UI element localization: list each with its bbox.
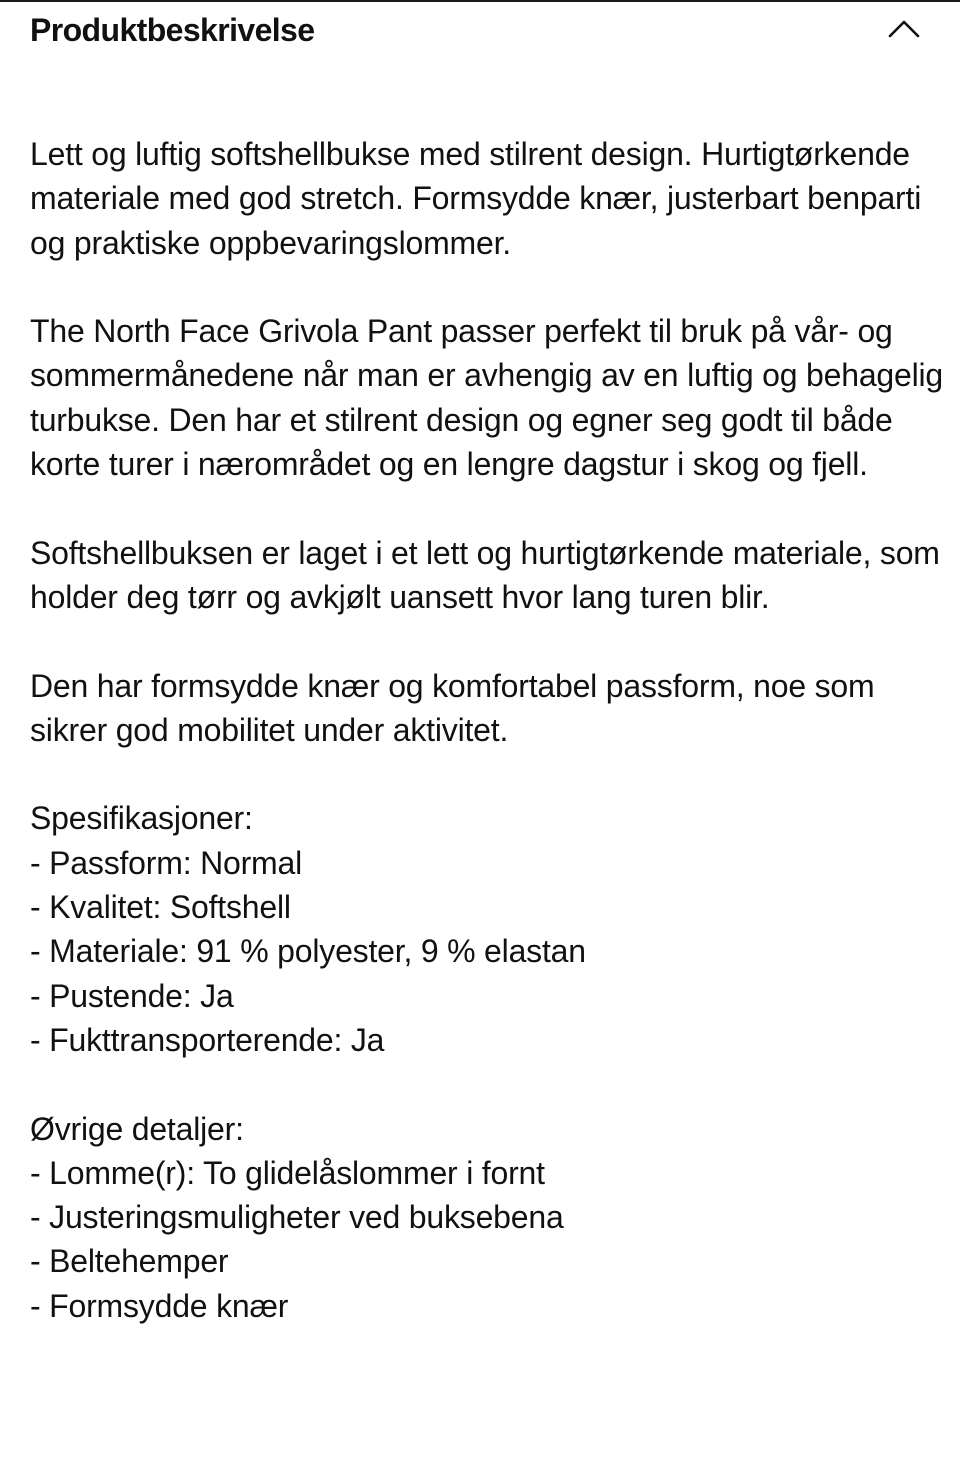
specifications-list [30, 796, 952, 1062]
spec-item: - Materiale: 91 % polyester, 9 % elastan [30, 933, 586, 970]
product-description-accordion-header[interactable] [0, 2, 960, 62]
chevron-up-icon[interactable] [884, 12, 924, 44]
description-paragraph: Softshellbuksen er laget i et lett og hurtigtørkende materiale, som holder deg tørr og avkjølt uansett hvor lang turen blir. [30, 534, 940, 615]
spec-item: - Pustende: Ja [30, 977, 234, 1014]
description-paragraph: The North Face Grivola Pant passer perfekt til bruk på vår- og sommermånedene når man er avhengig av en luftig og behagelig turbukse. Den har et stilrent design og egner seg godt til både korte turer i nærområdet og en lengre dagstur i skog og fjell. [30, 313, 944, 483]
spec-item: - Passform: Normal [30, 844, 302, 881]
description-paragraph: Lett og luftig softshellbukse med stilrent design. Hurtigtørkende materiale med god stretch. Formsydde knær, justerbart benparti og praktiske oppbevaringslommer. [30, 136, 922, 261]
detail-item: - Formsydde knær [30, 1287, 289, 1324]
specifications-heading: Spesifikasjoner: [30, 800, 253, 837]
detail-item: - Justeringsmuligheter ved buksebena [30, 1199, 564, 1236]
other-details-heading: Øvrige detaljer: [30, 1110, 244, 1147]
spec-item: - Fukttransporterende: Ja [30, 1021, 385, 1058]
detail-item: - Beltehemper [30, 1243, 229, 1280]
accordion-title: Produktbeskrivelse [30, 12, 315, 48]
description-paragraph: Den har formsydde knær og komfortabel passform, noe som sikrer god mobilitet under aktivitet. [30, 667, 875, 748]
product-description-body [30, 132, 952, 1372]
detail-item: - Lomme(r): To glidelåslommer i fornt [30, 1154, 545, 1191]
spec-item: - Kvalitet: Softshell [30, 889, 291, 926]
other-details-list [30, 1107, 952, 1328]
